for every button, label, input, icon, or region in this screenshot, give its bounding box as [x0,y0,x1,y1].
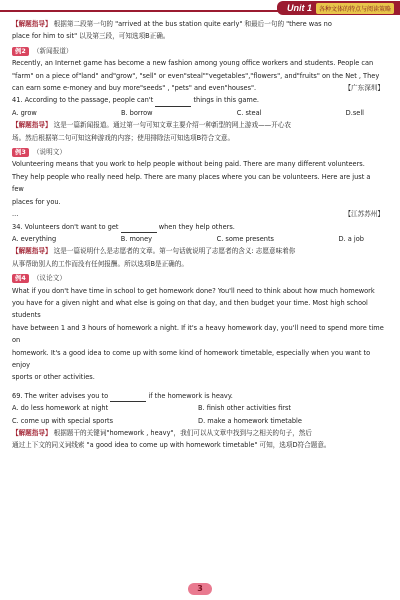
passage-line: What if you don't have time in school to get homework done? You'll need to think about how much homework [12,286,375,295]
unit-header-tag [277,1,400,15]
guide-text: 场。然后根据第二句可知这种游戏的内容；使用排除法可知选项B符合文意。 [12,133,235,142]
option: C. come up with special sports [12,416,114,425]
passage-line: can earn some e-money and buy more"seeds" , "pets" and even"houses". 【广东深圳】 [12,82,384,94]
example-type: （议论文） [32,274,66,283]
guide-text: 这是一篇新闻报道。通过第一句可知文章主要介绍一种新型的网上游戏——开心农 [53,121,292,130]
option: B. borrow [120,108,153,117]
option: A. grow [12,108,37,117]
passage-line: homework. It's a good idea to come up with some kind of homework timetable, especially when you want to enjoy [12,348,371,369]
passage-line: places for you. [12,197,61,206]
answer-blank [121,224,157,233]
passage-line: Recently, an Internet game has become a new fashion among young office workers and students. People can [12,59,374,68]
unit-subtitle: 各种文体的特点与阅读策略 [316,3,394,14]
guide-text: 这是一篇说明什么是志愿者的文章。第一句话就说明了志愿者的含义: 志愿意味着你 [53,247,296,256]
option: C. steal [236,108,262,117]
guide-tag: 【解题指导】 [12,20,52,28]
option: B. money [120,234,153,243]
option: A. everything [12,234,57,243]
guide-tag: 【解题指导】 [12,247,52,256]
passage-line [12,208,384,220]
passage-line: Volunteering means that you work to help people without being paid. There are many different volunteers. [12,160,365,169]
example-tag: 例2 [12,47,29,56]
question: 69. The writer advises you to if the homework is heavy. [12,390,384,402]
example-type: （说明文） [32,148,66,157]
options [12,402,384,427]
guide-text: place for him to sit" 以及第三段，可知选项B正确。 [12,32,170,41]
source-label: 【广东深圳】 [344,84,384,93]
example-3 [12,146,384,270]
passage-line: sports or other activities. [12,373,95,382]
answer-blank [155,98,191,107]
option: C. some presents [216,234,274,243]
guide-tag: 【解题指导】 [12,121,52,130]
passage-line: They help people who really need help. There are many places where you can be volunteers. Here are just a few [12,172,371,194]
guide-text: 根据题干的关键词"homework , heavy"，我们可以从文章中找到与之相关的句子，然后 [53,429,312,437]
guide-tag: 【解题指导】 [12,429,52,437]
example-type: （新闻报道） [32,46,73,55]
question: 41. According to the passage, people can't things in this game. [12,94,384,106]
options [12,107,384,119]
guide-text: 根据第二段第一句的 "arrived at the bus station quite early" 和最后一句的 "there was no [53,20,332,28]
ellipsis: ... [12,210,19,219]
example-tag: 例3 [12,148,29,157]
option: A. do less homework at night [12,404,109,413]
passage-line: you have for a given night and what else is going on that day, and then budget your time. Most high school students [12,298,368,320]
example-2 [12,45,384,144]
page-content [12,16,384,452]
example-4 [12,272,384,452]
guide-text: 通过上下文的同义词线索 "a good idea to come up with homework timetable" 可知，选项D符合题意。 [12,441,331,450]
example-tag: 例4 [12,274,29,283]
option: D.sell [345,108,364,117]
guide-text: 从事帮助别人的工作而没有任何报酬。所以选项B是正确的。 [12,259,188,268]
passage-line: have between 1 and 3 hours of homework a night. If it's a heavy homework day, you'll need to spend more time on [12,323,384,345]
unit-label: Unit 1 [286,3,312,13]
option: D. make a homework timetable [198,416,302,425]
option: B. finish other activities first [198,404,291,413]
question: 34. Volunteers don't want to get when they help others. [12,221,384,233]
passage-line: "farm" on a piece of"land" and"grow", "sell" or even"steal""vegetables","flowers", and"fruits" on the Net , They [12,71,380,80]
option: D. a job [338,234,364,243]
options [12,233,384,245]
page-number: 3 [188,583,212,595]
answer-blank [110,393,146,402]
source-label: 【江苏苏州】 [344,210,384,219]
intro-guide [12,18,384,43]
